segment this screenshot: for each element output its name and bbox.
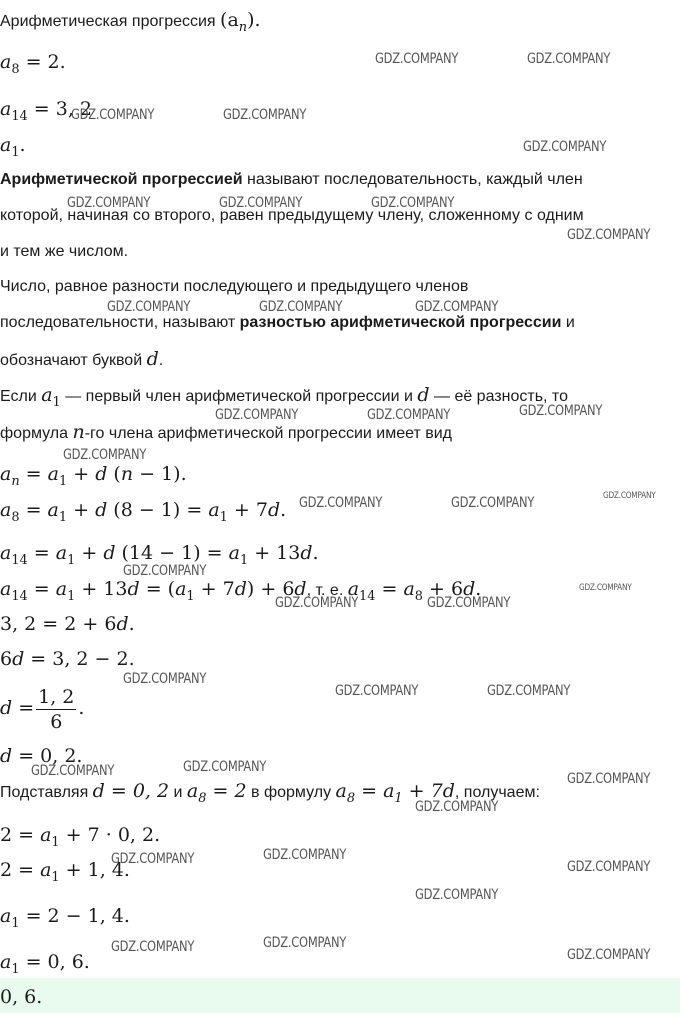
substitution-text-d: , получаем:	[454, 784, 540, 801]
fraction	[36, 685, 76, 734]
task-title-math-a: (a	[220, 9, 239, 31]
substitution-a8: $a_8 = 2$	[186, 780, 247, 806]
watermark: GDZ.COMPANY	[415, 887, 499, 903]
watermark: GDZ.COMPANY	[335, 683, 419, 699]
substitution-formula: $a_8 = a_1 + 7d$	[335, 780, 455, 806]
difference-line-2	[0, 313, 680, 333]
equation-a1-result: $a_1 = 0$, 6.	[0, 951, 90, 977]
fraction-left: d =	[0, 697, 35, 719]
watermark: GDZ.COMPANY	[375, 51, 459, 67]
formula-nth-term: $a_n = a_1 + d$ (n − 1).	[0, 463, 187, 489]
substitution-text-a: Подставляя	[0, 784, 93, 801]
substitution-text-c: в формулу	[246, 784, 336, 801]
watermark: GDZ.COMPANY	[259, 299, 343, 315]
watermark: GDZ.COMPANY	[527, 51, 611, 67]
watermark: GDZ.COMPANY	[523, 139, 607, 155]
formula-intro-n: n	[72, 421, 85, 443]
formula-a8: $a_8 = a_1 + d$ $(8 - 1) = a_1 + 7d$.	[0, 499, 287, 525]
formula-a14-part-2: $a_{14} = a_8 + 6d$.	[347, 578, 482, 604]
watermark: GDZ.COMPANY	[111, 851, 195, 867]
watermark: GDZ.COMPANY	[67, 195, 151, 211]
watermark: GDZ.COMPANY	[63, 447, 147, 463]
watermark: GDZ.COMPANY	[111, 939, 195, 955]
find-a1-rest: .	[19, 134, 26, 156]
fraction-numerator: 1, 2	[38, 685, 75, 708]
definition-term: Арифметической прогрессией	[0, 171, 243, 188]
definition-line-3: и тем же числом.	[0, 243, 129, 260]
result-d: d = 0, 2.	[0, 745, 83, 767]
difference-symbol: d	[146, 348, 159, 370]
watermark: GDZ.COMPANY	[123, 671, 207, 687]
difference-line-3-end: .	[158, 352, 164, 369]
definition-line-2: которой, начиная со второго, равен предыдущему члену, сложенному с одним	[0, 207, 584, 224]
watermark: GDZ.COMPANY	[263, 847, 347, 863]
watermark: GDZ.COMPANY	[31, 763, 115, 779]
equation-3-2: 3, 2 = 2 + 6d.	[0, 613, 135, 635]
formula-a14-connector: , т. е.	[306, 582, 348, 599]
formula-intro-d: d	[417, 384, 430, 406]
task-title-math	[220, 9, 261, 35]
definition-line-1-text: называют последовательность, каждый член	[242, 171, 583, 188]
watermark: GDZ.COMPANY	[451, 495, 535, 511]
equation-6d: 6d = 3, 2 − 2.	[0, 648, 135, 670]
watermark: GDZ.COMPANY	[567, 227, 651, 243]
formula-intro-c: — её разность, то	[429, 388, 568, 405]
given-a14-rest: = 3, 2	[27, 98, 93, 120]
watermark: GDZ.COMPANY	[71, 107, 155, 123]
task-title-math-sub: n	[238, 19, 248, 35]
watermark: GDZ.COMPANY	[275, 595, 359, 611]
formula-intro-a1-sub: 1	[52, 394, 61, 410]
substitution-text-b: и	[169, 784, 187, 801]
watermark: GDZ.COMPANY	[519, 403, 603, 419]
watermark: GDZ.COMPANY	[567, 947, 651, 963]
equation-2-a1-step1: $2 = a_1 + 7 \cdot 0$, 2.	[0, 824, 161, 850]
watermark: GDZ.COMPANY	[567, 859, 651, 875]
watermark: GDZ.COMPANY	[215, 407, 299, 423]
watermark: GDZ.COMPANY	[371, 195, 455, 211]
difference-term: разностью арифметической прогрессии	[239, 314, 562, 331]
watermark: GDZ.COMPANY	[415, 799, 499, 815]
difference-line-3-text: обозначают буквой	[0, 352, 147, 369]
watermark: GDZ.COMPANY	[107, 299, 191, 315]
equation-2-a1-step2: $2 = a_1 + 1$, 4.	[0, 859, 130, 885]
given-a14-var: a	[0, 98, 12, 120]
formula-intro-a: Если	[0, 388, 42, 405]
watermark: GDZ.COMPANY	[299, 495, 383, 511]
watermark: GDZ.COMPANY	[367, 407, 451, 423]
difference-line-2-end: и	[561, 314, 575, 331]
watermark: GDZ.COMPANY	[567, 771, 651, 787]
difference-line-2-text: последовательности, называют	[0, 314, 240, 331]
difference-line-1: Число, равное разности последующего и предыдущего членов	[0, 278, 469, 295]
watermark: GDZ.COMPANY	[415, 299, 499, 315]
watermark: GDZ.COMPANY	[603, 491, 656, 501]
watermark: GDZ.COMPANY	[183, 759, 267, 775]
watermark: GDZ.COMPANY	[487, 683, 571, 699]
watermark: GDZ.COMPANY	[263, 935, 347, 951]
fraction-end: .	[78, 697, 85, 719]
substitution-d: d = 0, 2	[92, 780, 170, 802]
watermark: GDZ.COMPANY	[579, 583, 632, 593]
watermark: GDZ.COMPANY	[427, 595, 511, 611]
find-a1-sub: 1	[11, 144, 20, 160]
answer-box	[0, 978, 680, 1013]
task-title-text: Арифметическая прогрессия	[0, 13, 221, 30]
formula-intro-line-2	[0, 420, 680, 444]
task-title-math-end: ).	[247, 9, 261, 31]
given-a8-rest: = 2.	[19, 51, 66, 73]
watermark: GDZ.COMPANY	[223, 107, 307, 123]
answer-value: 0, 6.	[0, 986, 43, 1008]
difference-line-3	[0, 347, 680, 371]
formula-intro-2b: -го члена арифметической прогрессии имеет вид	[84, 425, 453, 442]
formula-a14-part-1: $a_{14} = a_1 + 13d = (a_1 + 7d) + 6d$	[0, 578, 307, 604]
given-a14-sub: 14	[11, 108, 28, 124]
formula-intro-b: — первый член арифметической прогрессии и	[60, 388, 418, 405]
formula-intro-a1: a	[41, 384, 53, 406]
find-a1-var: a	[0, 134, 12, 156]
watermark: GDZ.COMPANY	[219, 195, 303, 211]
definition-line-1	[0, 170, 680, 190]
formula-intro-2a: формула	[0, 425, 73, 442]
given-a8-var: a	[0, 51, 12, 73]
fraction-denominator: 6	[50, 710, 63, 733]
watermark: GDZ.COMPANY	[123, 563, 207, 579]
given-a8-sub: 8	[11, 61, 20, 77]
formula-a14: $a_{14} = a_1 + d$ $(14 - 1) = a_1 + 13d$.	[0, 542, 319, 568]
task-title	[0, 8, 680, 40]
equation-a1-step: $a_1 = 2 - 1$, 4.	[0, 905, 130, 931]
